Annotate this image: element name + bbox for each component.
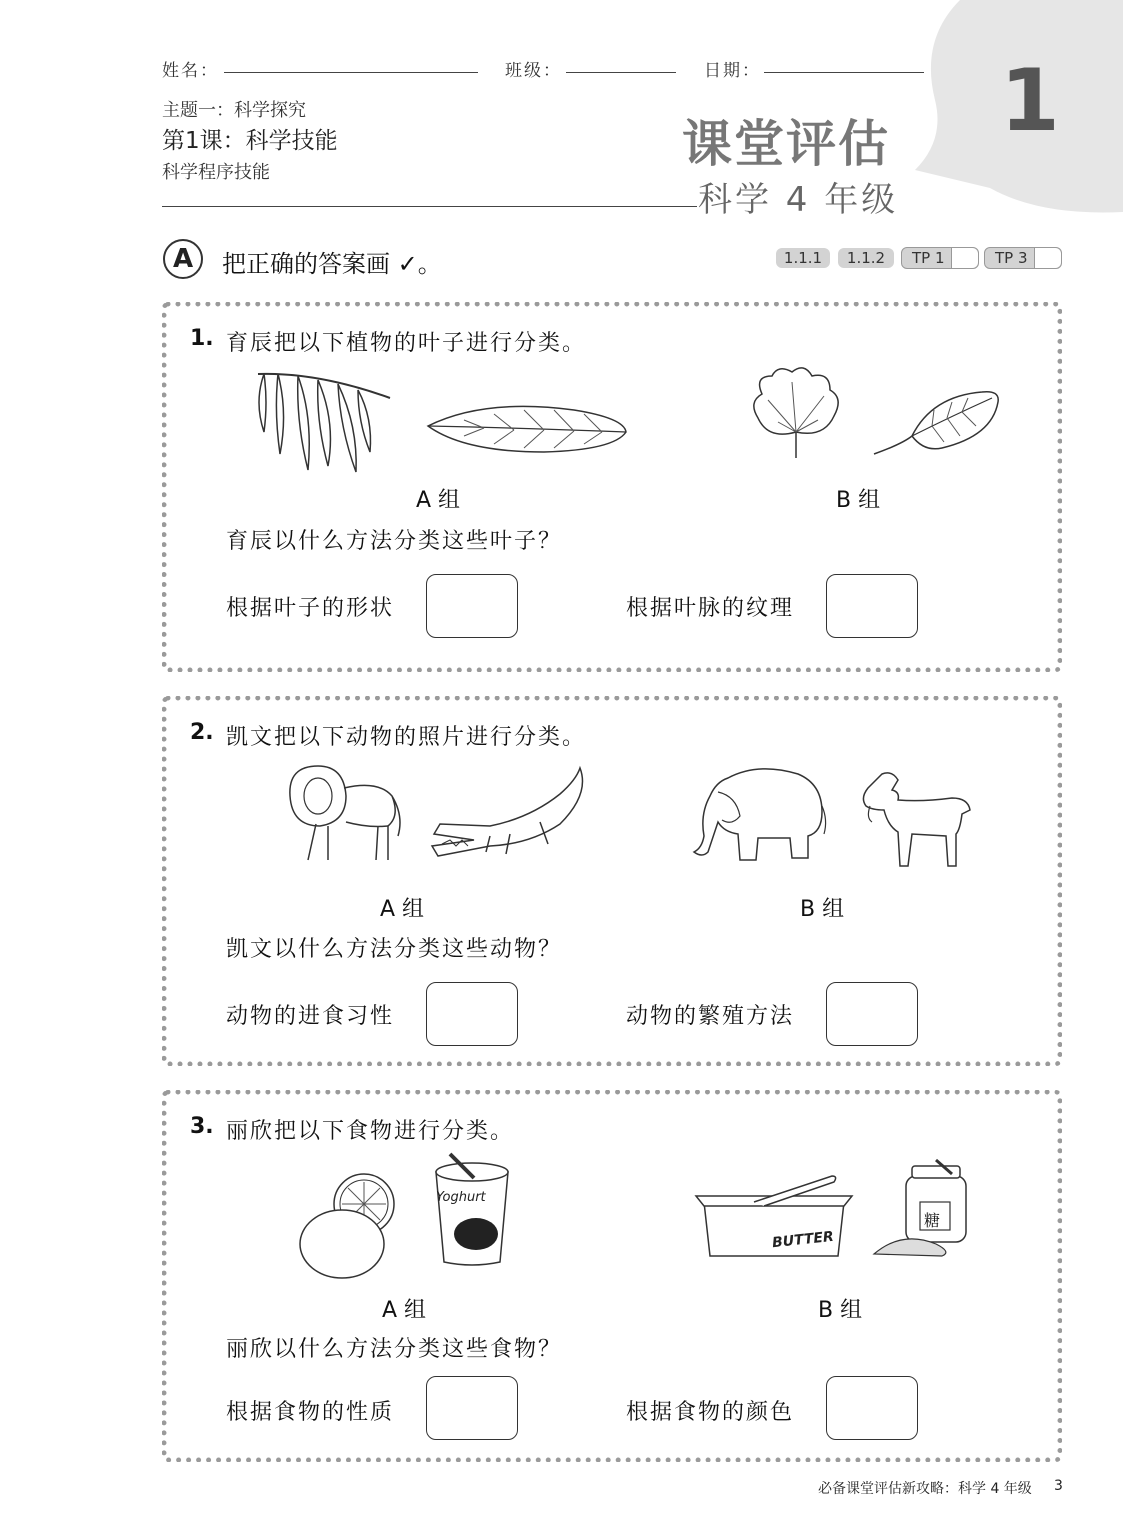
header-rule <box>162 206 697 207</box>
date-field[interactable] <box>764 72 924 73</box>
yoghurt-label: Yoghurt <box>436 1190 486 1205</box>
theme-text: 主题一：科学探究 <box>162 100 306 121</box>
question-3-option-1-checkbox[interactable] <box>426 1376 518 1440</box>
question-2-number: 2. <box>190 720 214 745</box>
footer-text: 必备课堂评估新攻略：科学 4 年级 <box>818 1481 1032 1497</box>
question-3-group-a: A 组 <box>382 1298 427 1323</box>
yoghurt-illustration <box>430 1150 514 1270</box>
question-3-option-2-checkbox[interactable] <box>826 1376 918 1440</box>
page-title: 课堂评估 <box>682 115 890 173</box>
question-2-option-1-label: 动物的进食习性 <box>226 1004 395 1029</box>
question-3-prompt: 丽欣把以下食物进行分类。 <box>226 1119 515 1144</box>
class-label: 班级： <box>505 61 562 81</box>
corner-number: 1 <box>1000 51 1060 151</box>
question-1-option-1-label: 根据叶子的形状 <box>226 596 395 621</box>
skill-text: 科学程序技能 <box>162 162 270 183</box>
question-1-option-2-checkbox[interactable] <box>826 574 918 638</box>
question-2-group-a: A 组 <box>380 897 425 922</box>
goat-illustration <box>852 770 974 870</box>
question-3-number: 3. <box>190 1114 214 1139</box>
question-1-question: 育辰以什么方法分类这些叶子？ <box>226 529 563 554</box>
tag-tp-1: TP 1 <box>901 247 979 269</box>
tag-tp-3: TP 3 <box>984 247 1062 269</box>
oval-leaf-illustration <box>872 386 1002 458</box>
question-2-option-1-checkbox[interactable] <box>426 982 518 1046</box>
elephant-illustration <box>688 762 828 866</box>
long-leaf-illustration <box>424 402 630 456</box>
section-letter-badge: A <box>163 239 203 279</box>
sugar-jar-illustration <box>872 1160 972 1260</box>
crocodile-illustration <box>430 764 594 864</box>
section-instruction: 把正确的答案画 ✓。 <box>222 250 442 278</box>
question-3-question: 丽欣以什么方法分类这些食物？ <box>226 1337 563 1362</box>
question-1-number: 1. <box>190 326 214 351</box>
name-label: 姓名： <box>162 61 219 81</box>
question-3-option-2-label: 根据食物的颜色 <box>626 1400 795 1425</box>
sugar-label: 糖 <box>924 1211 941 1230</box>
lion-illustration <box>288 756 406 866</box>
class-field[interactable] <box>566 72 676 73</box>
name-field[interactable] <box>224 72 478 73</box>
question-1-prompt: 育辰把以下植物的叶子进行分类。 <box>226 331 587 356</box>
maple-leaf-illustration <box>748 362 844 462</box>
page-number: 3 <box>1054 1478 1063 1494</box>
question-3-option-1-label: 根据食物的性质 <box>226 1400 395 1425</box>
question-2-group-b: B 组 <box>800 897 845 922</box>
question-1-option-1-checkbox[interactable] <box>426 574 518 638</box>
date-label: 日期： <box>704 61 761 81</box>
question-2-question: 凯文以什么方法分类这些动物？ <box>226 937 563 962</box>
question-1-group-a: A 组 <box>416 488 461 513</box>
lemon-illustration <box>298 1172 402 1282</box>
question-1-option-2-label: 根据叶脉的纹理 <box>626 596 795 621</box>
page-subtitle: 科学 4 年级 <box>698 180 899 220</box>
bamboo-leaves-illustration <box>258 362 398 474</box>
question-2-prompt: 凯文把以下动物的照片进行分类。 <box>226 725 587 750</box>
question-2-option-2-checkbox[interactable] <box>826 982 918 1046</box>
butter-label: BUTTER <box>771 1228 835 1252</box>
tag-standard-2: 1.1.2 <box>838 248 894 268</box>
lesson-title: 第1课：科学技能 <box>162 128 338 154</box>
question-2-option-2-label: 动物的繁殖方法 <box>626 1004 795 1029</box>
question-3-group-b: B 组 <box>818 1298 863 1323</box>
question-1-group-b: B 组 <box>836 488 881 513</box>
tag-standard-1: 1.1.1 <box>776 248 830 268</box>
